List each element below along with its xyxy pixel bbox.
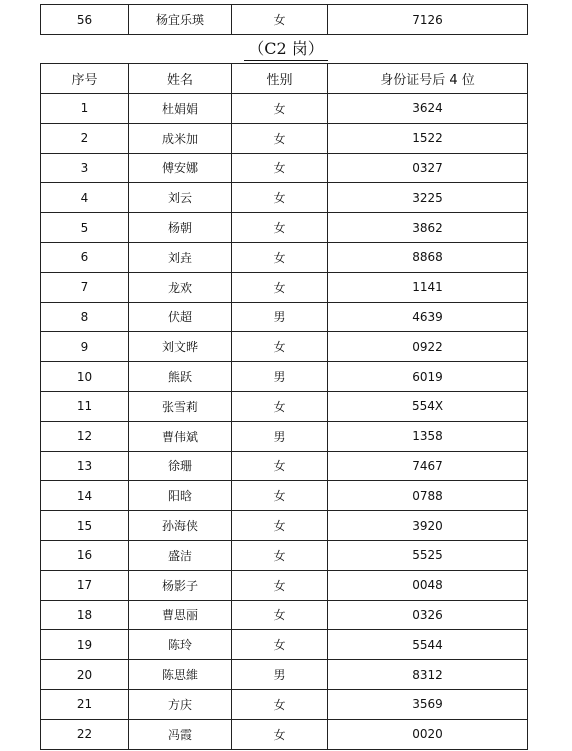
cell-gender: 女 (232, 213, 328, 243)
cell-no: 12 (41, 421, 129, 451)
cell-gender: 男 (232, 421, 328, 451)
cell-no: 11 (41, 391, 129, 421)
cell-gender: 女 (232, 511, 328, 541)
cell-id-last4: 1141 (328, 272, 528, 302)
cell-id-last4: 5525 (328, 540, 528, 570)
cell-id-last4: 1522 (328, 123, 528, 153)
table-row (41, 213, 528, 243)
cell-id-last4: 7126 (328, 5, 528, 35)
cell-name: 成米加 (129, 123, 232, 153)
cell-name: 曹思丽 (129, 600, 232, 630)
cell-id-last4: 554X (328, 391, 528, 421)
cell-no: 1 (41, 94, 129, 124)
cell-id-last4: 0048 (328, 570, 528, 600)
table-row (41, 481, 528, 511)
cell-gender: 女 (232, 153, 328, 183)
cell-no: 14 (41, 481, 129, 511)
cell-name: 孙海侠 (129, 511, 232, 541)
table-row (41, 630, 528, 660)
cell-gender: 女 (232, 242, 328, 272)
cell-name: 陈思維 (129, 660, 232, 690)
cell-name: 杨宜乐瑛 (129, 5, 232, 35)
cell-no: 3 (41, 153, 129, 183)
cell-gender: 女 (232, 630, 328, 660)
cell-gender: 女 (232, 689, 328, 719)
cell-name: 徐珊 (129, 451, 232, 481)
cell-id-last4: 3862 (328, 213, 528, 243)
header-row (41, 64, 528, 94)
cell-name: 盛洁 (129, 540, 232, 570)
cell-gender: 女 (232, 600, 328, 630)
header-id-last4: 身份证号后 4 位 (328, 64, 528, 94)
cell-no: 9 (41, 332, 129, 362)
cell-gender: 女 (232, 272, 328, 302)
table-body (41, 94, 528, 750)
cell-no: 4 (41, 183, 129, 213)
section-title (0, 38, 572, 61)
cell-no: 18 (41, 600, 129, 630)
cell-id-last4: 3569 (328, 689, 528, 719)
table-row (41, 689, 528, 719)
cell-no: 13 (41, 451, 129, 481)
cell-name: 杜娟娟 (129, 94, 232, 124)
cell-no: 8 (41, 302, 129, 332)
cell-id-last4: 3920 (328, 511, 528, 541)
cell-id-last4: 8312 (328, 660, 528, 690)
table-row (41, 391, 528, 421)
cell-no: 5 (41, 213, 129, 243)
cell-no: 17 (41, 570, 129, 600)
cell-no: 21 (41, 689, 129, 719)
cell-id-last4: 6019 (328, 362, 528, 392)
cell-name: 冯霞 (129, 719, 232, 749)
cell-gender: 男 (232, 302, 328, 332)
cell-no: 7 (41, 272, 129, 302)
cell-id-last4: 0326 (328, 600, 528, 630)
table-row (41, 421, 528, 451)
cell-name: 陈玲 (129, 630, 232, 660)
cell-name: 伏超 (129, 302, 232, 332)
cell-gender: 女 (232, 183, 328, 213)
cell-gender: 女 (232, 94, 328, 124)
cell-name: 刘垚 (129, 242, 232, 272)
cell-id-last4: 5544 (328, 630, 528, 660)
cell-name: 张雪莉 (129, 391, 232, 421)
header-name: 姓名 (129, 64, 232, 94)
table-row (41, 660, 528, 690)
section-title-text: （C2 岗） (244, 38, 328, 61)
table-row (41, 302, 528, 332)
cell-gender: 男 (232, 660, 328, 690)
cell-no: 56 (41, 5, 129, 35)
cell-gender: 女 (232, 5, 328, 35)
cell-gender: 男 (232, 362, 328, 392)
cell-name: 刘云 (129, 183, 232, 213)
cell-gender: 女 (232, 332, 328, 362)
table-row (41, 540, 528, 570)
cell-no: 19 (41, 630, 129, 660)
cell-name: 杨影子 (129, 570, 232, 600)
table-row (41, 451, 528, 481)
previous-section-table (40, 4, 528, 35)
table-row (41, 362, 528, 392)
cell-gender: 女 (232, 451, 328, 481)
table-row (41, 5, 528, 35)
cell-gender: 女 (232, 719, 328, 749)
cell-gender: 女 (232, 481, 328, 511)
cell-id-last4: 0020 (328, 719, 528, 749)
cell-id-last4: 3624 (328, 94, 528, 124)
cell-id-last4: 7467 (328, 451, 528, 481)
header-gender: 性别 (232, 64, 328, 94)
cell-name: 熊跃 (129, 362, 232, 392)
table-row (41, 183, 528, 213)
table-row (41, 123, 528, 153)
cell-gender: 女 (232, 570, 328, 600)
cell-no: 2 (41, 123, 129, 153)
cell-no: 6 (41, 242, 129, 272)
header-no: 序号 (41, 64, 129, 94)
cell-no: 16 (41, 540, 129, 570)
table-row (41, 272, 528, 302)
cell-no: 15 (41, 511, 129, 541)
c2-roster-table (40, 63, 528, 750)
table-row (41, 570, 528, 600)
cell-id-last4: 1358 (328, 421, 528, 451)
table-row (41, 332, 528, 362)
cell-name: 曹伟斌 (129, 421, 232, 451)
cell-id-last4: 0788 (328, 481, 528, 511)
cell-id-last4: 8868 (328, 242, 528, 272)
table-row (41, 94, 528, 124)
cell-name: 刘文晔 (129, 332, 232, 362)
cell-id-last4: 0327 (328, 153, 528, 183)
cell-id-last4: 4639 (328, 302, 528, 332)
cell-no: 10 (41, 362, 129, 392)
cell-name: 傅安娜 (129, 153, 232, 183)
cell-name: 杨朝 (129, 213, 232, 243)
table-row (41, 242, 528, 272)
cell-id-last4: 3225 (328, 183, 528, 213)
table-row (41, 511, 528, 541)
cell-no: 22 (41, 719, 129, 749)
cell-name: 方庆 (129, 689, 232, 719)
table-row (41, 719, 528, 749)
cell-name: 阳晗 (129, 481, 232, 511)
cell-gender: 女 (232, 123, 328, 153)
cell-no: 20 (41, 660, 129, 690)
cell-id-last4: 0922 (328, 332, 528, 362)
table-row (41, 600, 528, 630)
table-row (41, 153, 528, 183)
cell-gender: 女 (232, 391, 328, 421)
cell-name: 龙欢 (129, 272, 232, 302)
cell-gender: 女 (232, 540, 328, 570)
